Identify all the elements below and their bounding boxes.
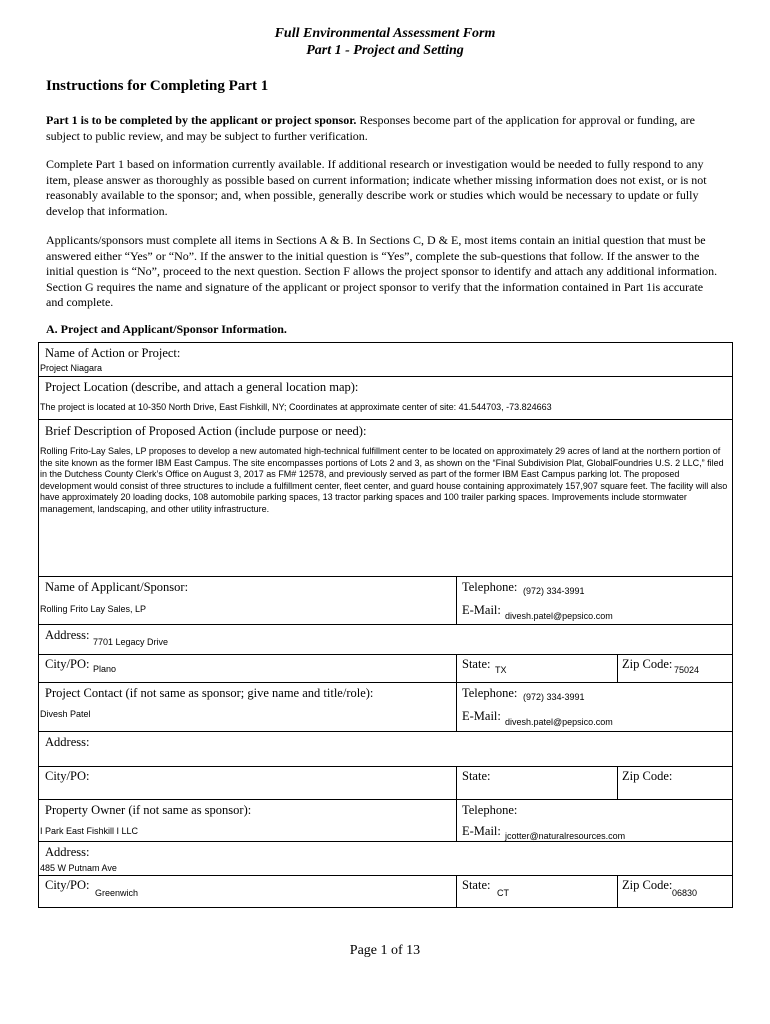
contact-telephone-label: Telephone: [462,686,518,700]
owner-email-label: E-Mail: [462,824,501,838]
applicant-address-label: Address: [45,628,90,642]
contact-city-label: City/PO: [45,769,90,783]
applicant-name-field[interactable]: Rolling Frito Lay Sales, LP [40,604,147,614]
applicant-address-field[interactable]: 7701 Legacy Drive [93,637,169,647]
owner-telephone-label: Telephone: [462,803,518,817]
applicant-name-label: Name of Applicant/Sponsor: [45,580,189,594]
owner-name-label: Property Owner (if not same as sponsor): [45,803,252,817]
applicant-info-form [38,342,733,908]
owner-zip-field[interactable]: 06830 [672,888,698,898]
owner-state-label: State: [462,878,491,892]
applicant-city-field[interactable]: Plano [93,664,117,674]
applicant-zip-field[interactable]: 75024 [674,665,700,675]
action-description-label: Brief Description of Proposed Action (include purpose or need): [45,424,367,438]
applicant-telephone-label: Telephone: [462,580,518,594]
instructions-paragraph-1-bold: Part 1 is to be completed by the applicant or project sponsor. [46,113,357,127]
owner-name-field[interactable]: I Park East Fishkill I LLC [40,826,139,836]
contact-state-label: State: [462,769,491,783]
form-subtitle: Part 1 - Project and Setting [306,43,464,58]
applicant-state-label: State: [462,657,491,671]
applicant-email-field[interactable]: divesh.patel@pepsico.com [505,611,613,621]
contact-email-field[interactable]: divesh.patel@pepsico.com [505,717,613,727]
instructions-paragraph-1 [46,113,722,144]
instructions-paragraph-1-rest: Responses become part of the application for approval or funding, are subject to public review, and may be subject to further verification. [46,113,695,143]
owner-state-field[interactable]: CT [497,888,509,898]
applicant-telephone-field[interactable]: (972) 334-3991 [523,586,585,596]
form-title: Full Environmental Assessment Form [274,26,496,41]
contact-address-label: Address: [45,735,90,749]
owner-email-field[interactable]: jcotter@naturalresources.com [505,831,626,841]
owner-address-label: Address: [45,845,90,859]
instructions-paragraph-3: Applicants/sponsors must complete all items in Sections A & B. In Sections C, D & E, most items contain an initial question that must be answered either “Yes” or “No”. If the answer to the initial question is “Yes”, complete the sub-questions that follow. If the answer to the initial question is “No”, proceed to the next question. Section F allows the project sponsor to identify and attach any additional information. Section G requires the name and signature of the applicant or project sponsor to verify that the information contained in Part 1is accurate and complete. [46,233,718,309]
instructions-paragraph-2: Complete Part 1 based on information currently available. If additional research or investigation would be needed to fully respond to any item, please answer as thoroughly as possible based on current information; indicate whether missing information does not exist, or is not reasonably available to the sponsor; and, when possible, generally describe work or studies which would be necessary to update or fully develop that information. [46,157,707,218]
project-location-label: Project Location (describe, and attach a general location map): [45,380,359,394]
contact-name-field[interactable]: Divesh Patel [40,709,91,719]
applicant-state-field[interactable]: TX [495,665,507,675]
owner-address-field[interactable]: 485 W Putnam Ave [40,863,117,873]
owner-zip-label: Zip Code: [622,878,673,892]
applicant-city-label: City/PO: [45,657,90,671]
contact-name-label: Project Contact (if not same as sponsor; give name and title/role): [45,686,374,700]
contact-email-label: E-Mail: [462,709,501,723]
applicant-email-label: E-Mail: [462,603,501,617]
action-name-label: Name of Action or Project: [45,346,181,360]
applicant-zip-label: Zip Code: [622,657,673,671]
action-description-field[interactable]: Rolling Frito-Lay Sales, LP proposes to develop a new automated high-technical fulfillment center to be located on approximately 29 acres of land at the northern portion of the site known as the former IBM East Campus. The site encompasses portions of Lots 2 and 3, as shown on the “Final Subdivision Plat, GlobalFoundries U.S. 2 LLC,” filed in the Dutchess County Clerk’s Office on August 3, 2017 as FM# 12578, and previously served as part of the former IBM East Campus parking lot. The proposed development would consist of three structures to include a fulfillment center, fleet center, and guard house containing approximately 157,907 square feet. The facility will also have approximately 20 loading docks, 108 automobile parking spaces, 13 tractor parking spaces and 100 trailer parking spaces. Improvements include stormwater management, landscaping, and other utility infrastructure. [40,446,728,514]
page-number: Page 1 of 13 [349,943,421,958]
contact-zip-label: Zip Code: [622,769,673,783]
action-name-field[interactable]: Project Niagara [40,363,103,373]
section-a-heading: A. Project and Applicant/Sponsor Information. [46,322,287,336]
contact-telephone-field[interactable]: (972) 334-3991 [523,692,585,702]
owner-city-label: City/PO: [45,878,90,892]
instructions-heading: Instructions for Completing Part 1 [46,78,269,94]
owner-city-field[interactable]: Greenwich [95,888,139,898]
project-location-field[interactable]: The project is located at 10-350 North Drive, East Fishkill, NY; Coordinates at approximate center of site: 41.544703, -73.824663 [40,402,552,412]
